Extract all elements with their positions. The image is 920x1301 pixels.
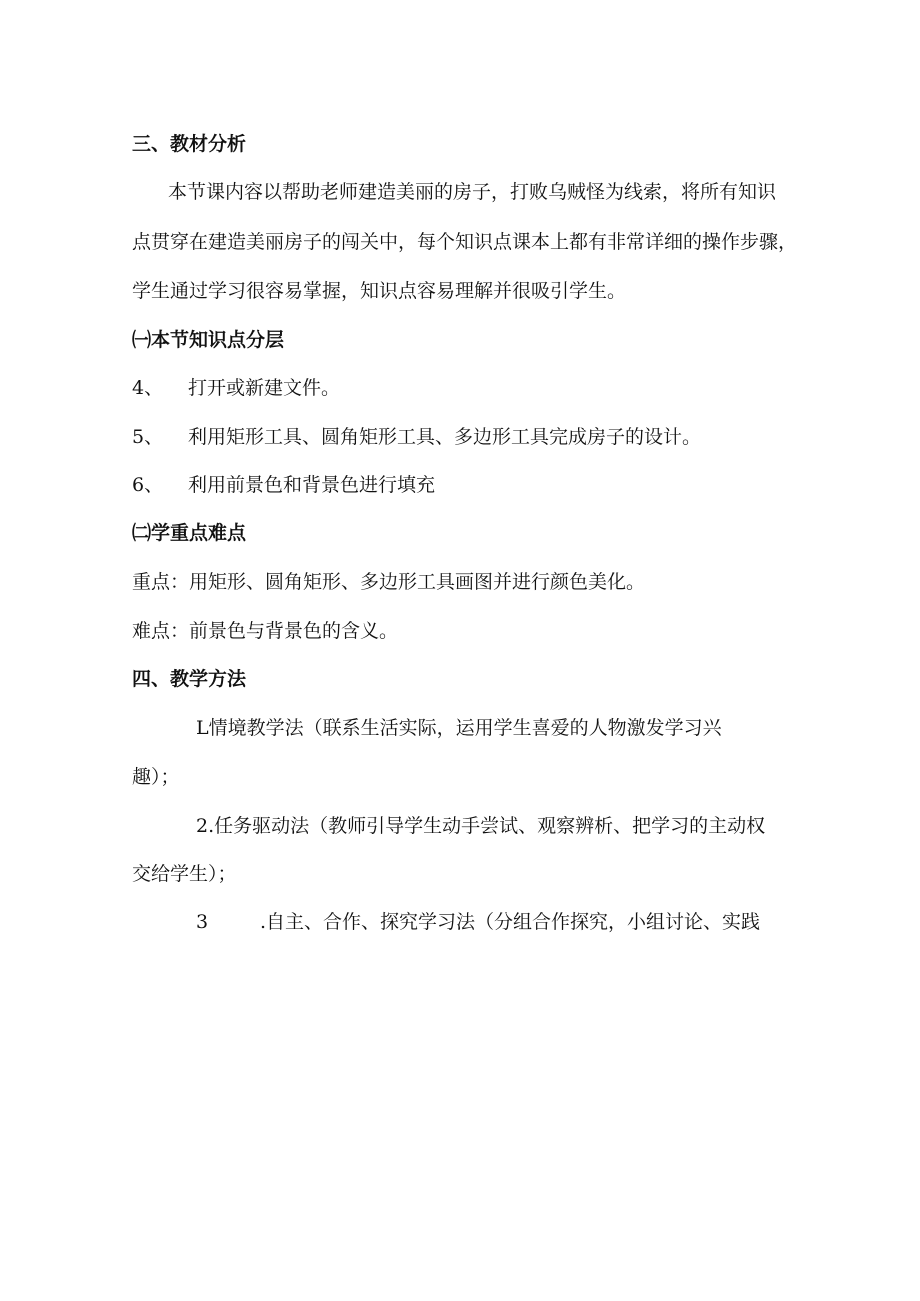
key-point-text: 重点：用矩形、圆角矩形、多边形工具画图并进行颜色美化。 — [132, 571, 646, 593]
method2-line-1: 2.任务驱动法（教师引导学生动手尝试、观察辨析、把学习的主动权 — [196, 815, 766, 837]
method2-line-2: 交给学生）； — [132, 863, 237, 885]
list-item-text: 利用前景色和背景色进行填充 — [188, 474, 436, 496]
list-item-number: 6、 — [132, 474, 164, 496]
method3-line-1 — [196, 910, 760, 934]
section3-para-line-3: 学生通过学习很容易掌握，知识点容易理解并很吸引学生。 — [132, 280, 627, 302]
subsection1-heading: ㈠本节知识点分层 — [132, 329, 285, 351]
section3-para-line-1: 本节课内容以帮助老师建造美丽的房子，打败乌贼怪为线索，将所有知识 — [168, 181, 777, 203]
method1-line-2: 趣）； — [132, 766, 180, 788]
list-item — [132, 376, 340, 400]
difficult-point-text: 难点：前景色与背景色的含义。 — [132, 620, 399, 642]
section3-para-line-2: 点贯穿在建造美丽房子的闯关中，每个知识点课本上都有非常详细的操作步骤， — [132, 231, 798, 253]
method1-line-1: L情境教学法（联系生活实际，运用学生喜爱的人物激发学习兴 — [196, 717, 722, 739]
subsection2-heading: ㈡学重点难点 — [132, 522, 247, 544]
list-item-number: 4、 — [132, 377, 164, 399]
list-item-text: 打开或新建文件。 — [188, 377, 341, 399]
section4-heading: 四、教学方法 — [132, 668, 247, 690]
list-item-text: 利用矩形工具、圆角矩形工具、多边形工具完成房子的设计。 — [188, 426, 702, 448]
method3-number: 3 — [196, 911, 209, 933]
section3-heading: 三、教材分析 — [132, 133, 247, 155]
list-item-number: 5、 — [132, 426, 164, 448]
list-item — [132, 425, 701, 449]
method3-text: .自主、合作、探究学习法（分组合作探究，小组讨论、实践 — [260, 911, 761, 933]
list-item — [132, 473, 435, 497]
